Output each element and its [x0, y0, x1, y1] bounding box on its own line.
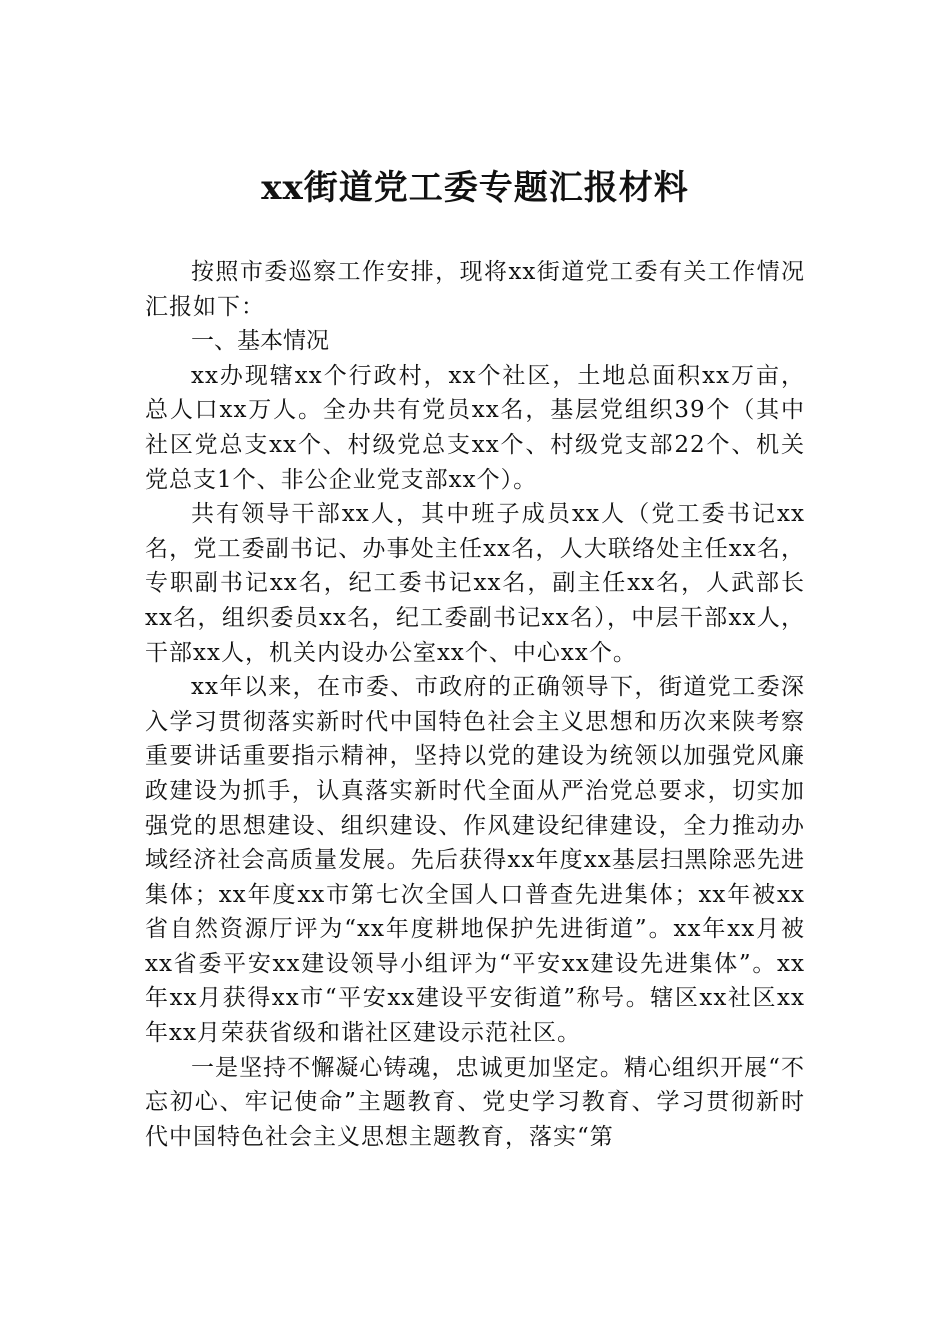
- intro-paragraph: 按照市委巡察工作安排，现将xx街道党工委有关工作情况汇报如下：: [145, 259, 805, 320]
- body-paragraph: xx年以来，在市委、市政府的正确领导下，街道党工委深入学习贯彻落实新时代中国特色社会主义思想和历次来陕考察重要讲话重要指示精神，坚持以党的建设为统领以加强党风廉政建设为抓手，认真落实新时代全面从严治党总要求，切实加强党的思想建设、组织建设、作风建设纪律建设，全力推动办域经济社会高质量发展。先后获得xx年度xx基层扫黑除恶先进集体；xx年度xx市第七次全国人口普查先进集体；xx年被xx省自然资源厅评为“xx年度耕地保护先进街道”。xx年xx月被xx省委平安xx建设领导小组评为“平安xx建设先进集体”。xx年xx月获得xx市“平安xx建设平安街道”称号。辖区xx社区xx年xx月荣获省级和谐社区建设示范社区。: [145, 674, 805, 1047]
- document-title: xx街道党工委专题汇报材料: [261, 168, 689, 208]
- body-paragraph: 共有领导干部xx人，其中班子成员xx人（党工委书记xx名，党工委副书记、办事处主任xx名，人大联络处主任xx名，专职副书记xx名，纪工委书记xx名，副主任xx名，人武部长xx名，组织委员xx名，纪工委副书记xx名），中层干部xx人，干部xx人，机关内设办公室xx个、中心xx个。: [145, 501, 805, 666]
- body-paragraph: xx办现辖xx个行政村，xx个社区，土地总面积xx万亩，总人口xx万人。全办共有党员xx名，基层党组织39个（其中社区党总支xx个、村级党总支xx个、村级党支部22个、机关党总支1个、非公企业党支部xx个）。: [145, 362, 805, 493]
- body-paragraph: 一是坚持不懈凝心铸魂，忠诚更加坚定。精心组织开展“不忘初心、牢记使命”主题教育、党史学习教育、学习贯彻新时代中国特色社会主义思想主题教育，落实“第: [145, 1054, 805, 1150]
- section-heading-basic-situation: 一、基本情况: [191, 328, 329, 355]
- document-body: [145, 255, 805, 1154]
